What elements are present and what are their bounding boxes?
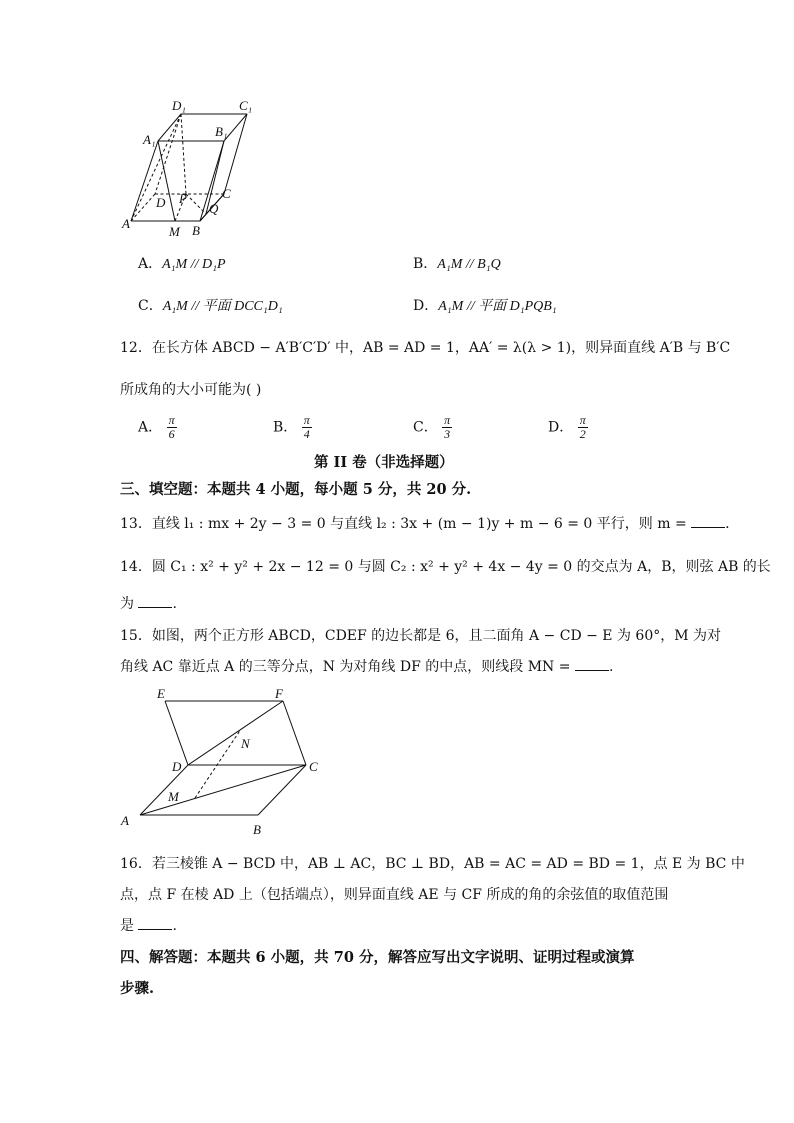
segment-mn-dashed: [195, 729, 241, 798]
q12-option-a: A． $\frac{\pi}{6}$: [138, 413, 175, 441]
edge-d1d-hidden: [155, 114, 181, 194]
q12-line-1: 12．在长方体 ABCD − A′B′C′D′ 中，AB = AD = 1，AA′ = λ(λ > 1)，则异面直线 A′B 与 B′C: [120, 340, 731, 356]
label-d: D: [156, 195, 166, 210]
label-b: B: [253, 822, 261, 837]
label-a: A: [121, 813, 129, 828]
segment-pq-hidden: [186, 194, 206, 214]
label-c1: C₁: [239, 98, 253, 113]
label-d1: D₁: [172, 98, 186, 113]
q12-line-2: 所成角的大小可能为( ): [120, 382, 262, 398]
q12-option-c: C． $\frac{\pi}{3}$: [413, 413, 451, 441]
q16-answer-blank[interactable]: [138, 917, 172, 930]
section-4-line-2: 步骤.: [120, 980, 155, 997]
label-a: A: [122, 216, 130, 231]
edge-a1d1: [158, 114, 181, 141]
label-f: F: [275, 686, 283, 701]
label-n: N: [241, 736, 250, 751]
q16-line-2: 点，点 F 在棱 AD 上（包括端点），则异面直线 AE 与 CF 所成的角的余弦值的取值范围: [120, 887, 669, 903]
part-2-title: 第 II 卷（非选择题）: [314, 454, 454, 471]
edge-a1a: [131, 141, 158, 221]
edge-ad-hidden: [131, 194, 155, 221]
section-3-title: 三、填空题：本题共 4 小题，每小题 5 分，共 20 分.: [120, 481, 472, 498]
section-4-line-1: 四、解答题：本题共 6 小题，共 70 分，解答应写出文字说明、证明过程或演算: [120, 949, 635, 966]
label-b1: B₁: [215, 124, 228, 139]
label-b: B: [192, 223, 200, 238]
q11-option-a: A．A₁M // D₁P: [138, 256, 226, 272]
segment-d1p-hidden: [181, 114, 186, 194]
q15-answer-blank[interactable]: [575, 658, 609, 671]
q13-text: 13．直线 l₁ : mx + 2y − 3 = 0 与直线 l₂ : 3x + (m − 1)y + m − 6 = 0 平行，则 m = .: [120, 516, 730, 532]
q16-line-1: 16．若三棱锥 A − BCD 中，AB ⊥ AC，BC ⊥ BD，AB = AC = AD = BD = 1，点 E 为 BC 中: [120, 856, 745, 872]
edge-fc: [283, 701, 306, 765]
q11-option-d: D．A₁M // 平面 D₁PQB₁: [413, 298, 557, 314]
q12-option-d: D． $\frac{\pi}{2}$: [548, 413, 586, 441]
q12-option-b: B． $\frac{\pi}{4}$: [273, 413, 310, 441]
label-c: C: [309, 759, 318, 774]
label-q: Q: [209, 201, 219, 216]
q15-line-2: 角线 AC 靠近点 A 的三等分点，N 为对角线 DF 的中点，则线段 MN = .: [120, 659, 614, 675]
q11-option-b: B．A₁M // B₁Q: [413, 256, 501, 272]
figure-squares: [115, 684, 335, 844]
label-e: E: [157, 686, 165, 701]
q13-answer-blank[interactable]: [691, 515, 725, 528]
label-c: C: [222, 186, 231, 201]
q11-option-c: C．A₁M // 平面 DCC₁D₁: [138, 298, 283, 314]
q14-answer-blank[interactable]: [138, 595, 172, 608]
label-a1: A₁: [143, 132, 156, 147]
label-m: M: [168, 789, 179, 804]
diagonal-df: [188, 701, 283, 765]
q14-line-2: 为 .: [120, 596, 177, 612]
diagonal-ac: [140, 765, 306, 815]
label-m: M: [169, 224, 180, 239]
q15-line-1: 15．如图，两个正方形 ABCD，CDEF 的边长都是 6，且二面角 A − CD − E 为 60°，M 为对: [120, 628, 722, 644]
edge-ed: [165, 701, 188, 765]
label-d: D: [172, 759, 182, 774]
label-p: P: [179, 191, 187, 206]
figure-prism: [118, 96, 268, 246]
q16-line-3: 是 .: [120, 918, 177, 934]
q14-line-1: 14．圆 C₁ : x² + y² + 2x − 12 = 0 与圆 C₂ : x² + y² + 4x − 4y = 0 的交点为 A，B，则弦 AB 的长: [120, 559, 771, 575]
